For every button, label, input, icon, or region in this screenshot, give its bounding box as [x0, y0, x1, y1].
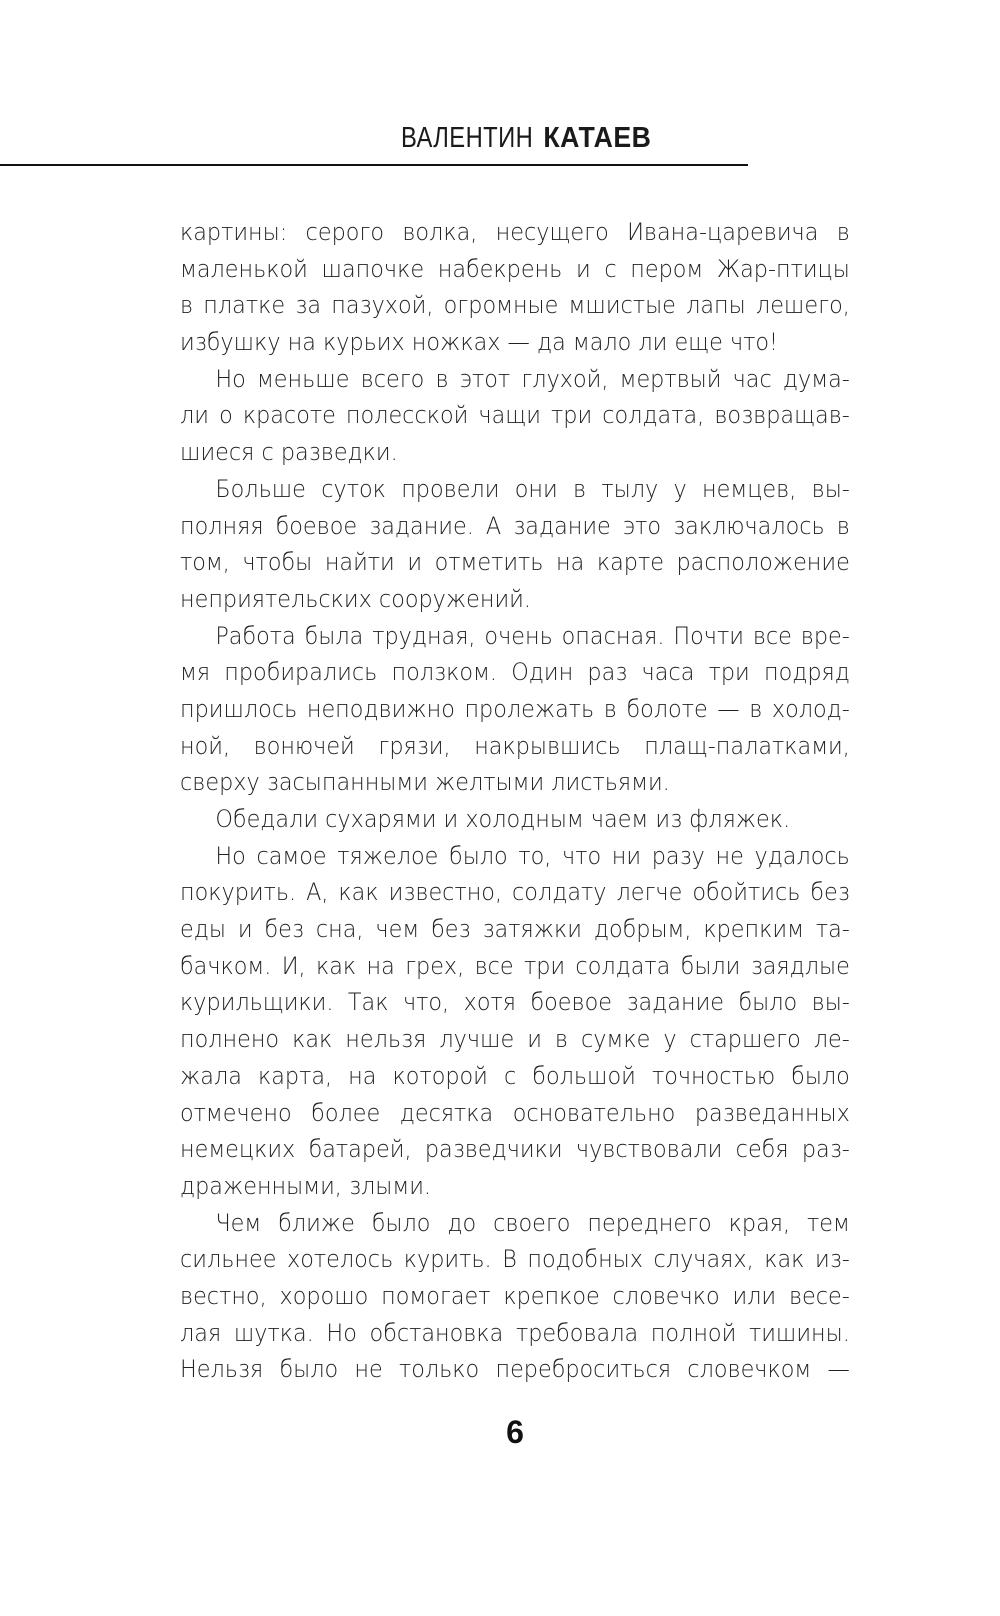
- text-line: ли о красоте полесской чащи три солдата, возвращав-: [180, 401, 850, 430]
- text-line: неприятельских сооружений.: [180, 584, 531, 613]
- text-line: Но меньше всего в этот глухой, мертвый час дума-: [215, 364, 850, 393]
- paragraph: [180, 471, 850, 618]
- text-line: сильнее хотелось курить. В подобных случаях, как из-: [180, 1245, 850, 1274]
- body-text: [180, 214, 850, 1388]
- text-line: Нельзя было не только переброситься словечком —: [180, 1355, 850, 1384]
- text-line: отмечено более десятка основательно разведанных: [180, 1098, 850, 1127]
- text-line: в платке за пазухой, огромные мшистые лапы лешего,: [180, 291, 850, 320]
- text-line: картины: серого волка, несущего Ивана-царевича в: [180, 218, 850, 246]
- text-line: сверху засыпанными желтыми листьями.: [180, 768, 670, 797]
- author-first-name: ВАЛЕНТИН: [401, 122, 534, 154]
- text-line: мя пробирались ползком. Один раз часа три подряд: [180, 658, 850, 687]
- text-line: Но самое тяжелое было то, что ни разу не удалось: [215, 841, 850, 870]
- running-head: [0, 116, 748, 160]
- text-line: ной, вонючей грязи, накрывшись плащ-палатками,: [180, 731, 850, 760]
- text-line: курильщики. Так что, хотя боевое задание было вы-: [180, 988, 850, 1017]
- paragraph: [180, 801, 850, 838]
- text-line: лая шутка. Но обстановка требовала полной тишины.: [180, 1318, 850, 1347]
- text-line: Работа была трудная, очень опасная. Почти все вре-: [215, 621, 850, 650]
- author-last-name: КАТАЕВ: [543, 122, 651, 154]
- header-rule: [0, 164, 748, 166]
- text-line: вестно, хорошо помогает крепкое словечко или весе-: [180, 1281, 850, 1310]
- text-line: том, чтобы найти и отметить на карте расположение: [180, 548, 850, 577]
- text-line: Обедали сухарями и холодным чаем из фляжек.: [215, 805, 791, 833]
- page-number: 6: [506, 1414, 524, 1450]
- text-line: покурить. А, как известно, солдату легче обойтись без: [180, 878, 850, 907]
- paragraph: [180, 1205, 850, 1388]
- paragraph: [180, 618, 850, 801]
- text-line: избушку на курьих ножках — да мало ли еще что!: [180, 328, 778, 357]
- text-line: Чем ближе было до своего переднего края, тем: [215, 1208, 850, 1237]
- text-line: еды и без сна, чем без затяжки добрым, крепким та-: [180, 915, 850, 944]
- text-line: бачком. И, как на грех, все три солдата были заядлые: [180, 951, 850, 980]
- paragraph: [180, 838, 850, 1205]
- text-line: немецких батарей, разведчики чувствовали себя раз-: [180, 1135, 850, 1164]
- paragraph: [180, 214, 850, 361]
- text-line: пришлось неподвижно пролежать в болоте — в холод-: [180, 694, 850, 723]
- paragraph: [180, 361, 850, 471]
- text-line: маленькой шапочке набекрень и с пером Жар-птицы: [180, 254, 850, 283]
- text-line: шиеся с разведки.: [180, 438, 398, 467]
- text-line: полнено как нельзя лучше и в сумке у старшего ле-: [180, 1025, 850, 1054]
- text-line: жала карта, на которой с большой точностью было: [180, 1061, 850, 1090]
- text-line: полняя боевое задание. А задание это заключалось в: [180, 511, 850, 540]
- text-line: драженными, злыми.: [180, 1171, 432, 1200]
- text-line: Больше суток провели они в тылу у немцев, вы-: [215, 474, 850, 503]
